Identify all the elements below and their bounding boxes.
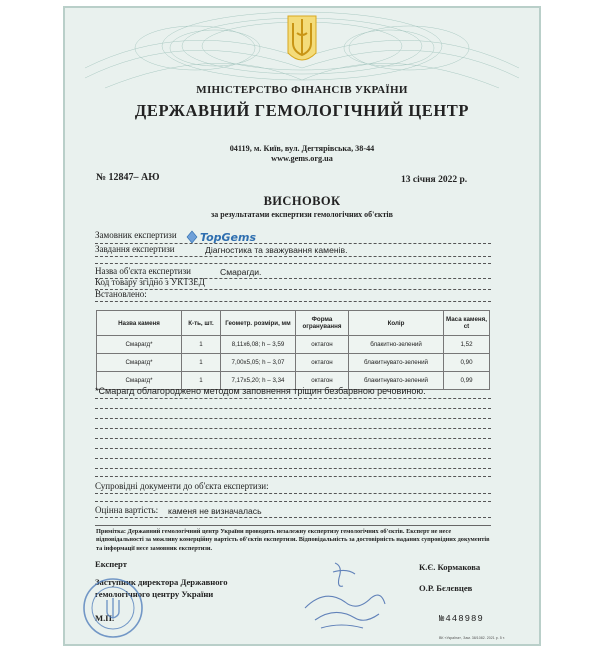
cell-size: 8,11х6,08; h – 3,59 (221, 336, 296, 354)
document-number: № 12847– АЮ (96, 172, 160, 183)
task-value: Діагностика та зважування каменів. (205, 245, 348, 255)
cell-cut: октагон (296, 336, 349, 354)
trident-emblem-icon (285, 13, 319, 69)
gem-table (96, 310, 490, 390)
code-label: Код товару згідно з УКТЗЕД (95, 277, 205, 287)
deputy-line-2: гемологічного центру України (95, 589, 214, 599)
certificate (63, 6, 541, 646)
document-date: 13 січня 2022 р. (401, 175, 468, 185)
object-value: Смарагди. (220, 267, 262, 277)
col-count-header: К-ть, шт. (182, 311, 221, 336)
col-cut-header: Форма огранування (296, 311, 349, 336)
remark-label: Примітка: (96, 528, 126, 535)
cell-color: блакитнувато-зелений (349, 354, 444, 372)
documents-line (95, 493, 491, 494)
blank-line-4 (95, 438, 491, 439)
task-label: Завдання експертизи (95, 244, 175, 254)
blank-line-7 (95, 468, 491, 469)
document-subtitle: за результатами експертизи гемологічних об'єктів (211, 210, 393, 219)
deputy-name: О.Р. Бєлєвцев (419, 583, 473, 593)
center-title: ДЕРЖАВНИЙ ГЕМОЛОГІЧНИЙ ЦЕНТР (134, 101, 470, 120)
cell-count: 1 (182, 354, 221, 372)
ministry-name: МІНІСТЕРСТВО ФІНАНСІВ УКРАЇНИ (196, 84, 408, 96)
blank-line-5 (95, 448, 491, 449)
cell-color: блакитно-зелений (349, 336, 444, 354)
remark (96, 528, 492, 553)
svg-text:TopGems: TopGems (200, 231, 257, 244)
table-header-row (97, 311, 490, 336)
value-value: каменя не визначалась (168, 506, 262, 516)
established-line (95, 301, 491, 302)
cell-count: 1 (182, 372, 221, 390)
blank-line-1 (95, 408, 491, 409)
blank-line-3 (95, 428, 491, 429)
official-stamp-icon (81, 576, 145, 640)
cell-cut: октагон (296, 372, 349, 390)
treatment-note: *Смарагд облагороджено методом заповнення тріщин безбарвною речовиною. (95, 386, 426, 396)
address: 04119, м. Київ, вул. Дегтярівська, 38-44 (229, 144, 375, 153)
cell-color: блакитнувато-зелений (349, 372, 444, 390)
mp-label: М.П. (95, 613, 115, 623)
blank-line-8 (95, 476, 491, 477)
cell-name: Смарагд* (97, 372, 182, 390)
printer-footer: ВК «Україна», Зам. 38/1082. 2021 р. 5 т. (439, 636, 506, 640)
cell-size: 7,17х5,20; h – 3,34 (221, 372, 296, 390)
cell-count: 1 (182, 336, 221, 354)
note-line (95, 398, 491, 399)
deputy-line-1: Заступник директора Державного (95, 577, 228, 587)
remark-text: Державний гемологічний центр України проводить незалежну експертизу гемологічних об'єктів. Експерт не несе відповідальності за можливу комерційну вартість об'єктів експертизи. Відповідальність за достовірність наданих супровідних документів та інформації несе замовник експертизи. (96, 528, 490, 552)
serial-number: №448989 (439, 614, 484, 624)
cell-mass: 1,52 (444, 336, 490, 354)
task-line-2 (95, 263, 491, 264)
col-color-header: Колір (349, 311, 444, 336)
cell-name: Смарагд* (97, 354, 182, 372)
blank-line-2 (95, 418, 491, 419)
col-mass-header: Маса каменя, ct (444, 311, 490, 336)
separator-line (95, 525, 491, 526)
cell-cut: октагон (296, 354, 349, 372)
documents-line-2 (95, 501, 491, 502)
documents-label: Супровідні документи до об'єкта експертизи: (95, 481, 269, 491)
handwritten-signature (285, 558, 405, 636)
table-row (97, 336, 490, 354)
cell-size: 7,00х5,05; h – 3,07 (221, 354, 296, 372)
value-line (95, 517, 491, 518)
col-name-header: Назва каменя (97, 311, 182, 336)
cell-name: Смарагд* (97, 336, 182, 354)
cell-mass: 0,99 (444, 372, 490, 390)
code-line (95, 289, 491, 290)
established-label: Встановлено: (95, 289, 147, 299)
blank-line-6 (95, 458, 491, 459)
task-line (95, 256, 491, 257)
document-title: ВИСНОВОК (263, 194, 341, 208)
value-label: Оцінна вартість: (95, 505, 159, 515)
expert-name: К.Є. Кормакова (419, 562, 481, 572)
col-size-header: Геометр. розміри, мм (221, 311, 296, 336)
customer-label: Замовник експертизи (95, 230, 177, 240)
object-label: Назва об'єкта експертизи (95, 266, 191, 276)
table-row (97, 354, 490, 372)
expert-label: Експерт (95, 559, 127, 569)
cell-mass: 0,90 (444, 354, 490, 372)
website: www.gems.org.ua (271, 154, 333, 163)
